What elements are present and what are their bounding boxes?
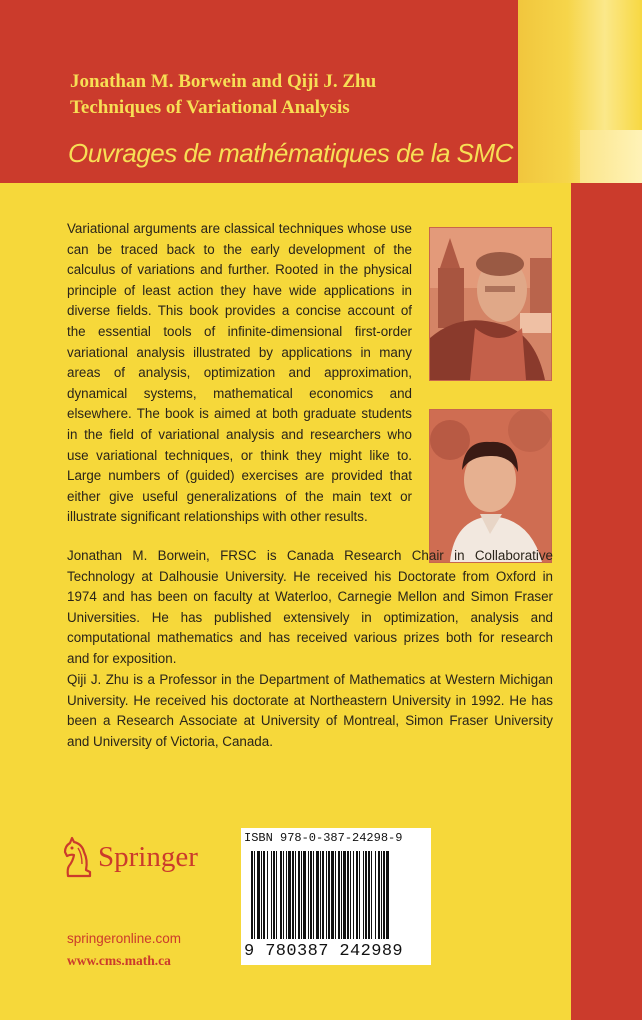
barcode-bar	[280, 851, 282, 939]
barcode-bar	[254, 851, 255, 939]
website-cms: www.cms.math.ca	[67, 953, 171, 968]
barcode-bar	[381, 851, 382, 939]
barcode-bar	[359, 851, 360, 939]
author-bio-borwein: Jonathan M. Borwein, FRSC is Canada Research Chair in Collaborative Technology at Dalhousie University. He received his Doctorate from Oxford in 1974 and has been on faculty at Waterloo, Carnegie Mellon and Simon Fraser Universities. He has published extensively in optimization, analysis and computational mathematics and has received various prizes both for research and for exposition.	[67, 548, 553, 666]
barcode-bar	[263, 851, 265, 939]
barcode-bar	[298, 851, 300, 939]
barcode-bar	[375, 851, 376, 939]
barcode-bar	[353, 851, 354, 939]
barcode-bar	[341, 851, 342, 939]
portrait-zhu-image	[430, 410, 551, 562]
barcode-bar	[286, 851, 287, 939]
springer-logo	[62, 836, 222, 886]
barcode-bars	[241, 849, 431, 941]
barcode-bar	[326, 851, 327, 939]
barcode-bar	[283, 851, 284, 939]
barcode-bar	[303, 851, 306, 939]
barcode-bar	[383, 851, 385, 939]
barcode-bar	[251, 851, 253, 939]
barcode-bar	[368, 851, 370, 939]
website-springer: springeronline.com	[67, 931, 182, 946]
barcode-bar	[316, 851, 319, 939]
barcode-bar	[386, 851, 389, 939]
barcode-bar	[288, 851, 291, 939]
barcode-digits: 9 780387 242989	[244, 942, 404, 961]
author-photo-borwein	[429, 227, 552, 381]
barcode-bar	[308, 851, 309, 939]
barcode-bar	[322, 851, 324, 939]
series-title: Ouvrages de mathématiques de la SMC	[68, 138, 513, 168]
barcode-bar	[276, 851, 277, 939]
barcode-bar	[301, 851, 302, 939]
portrait-borwein-image	[430, 228, 551, 380]
barcode-bar	[310, 851, 312, 939]
barcode-bar	[343, 851, 346, 939]
barcode-bar	[267, 851, 268, 939]
barcode-bar	[292, 851, 294, 939]
springer-knight-icon	[62, 836, 96, 880]
isbn-label: ISBN 978-0-387-24298-9	[244, 831, 403, 845]
barcode-bar	[347, 851, 349, 939]
author-photo-zhu	[429, 409, 552, 563]
barcode-bar	[313, 851, 314, 939]
barcode-bar	[261, 851, 262, 939]
barcode-bar	[331, 851, 334, 939]
barcode-bar	[335, 851, 336, 939]
barcode-bar	[320, 851, 321, 939]
barcode-bar	[271, 851, 272, 939]
barcode-bar	[257, 851, 260, 939]
barcode-bar	[350, 851, 351, 939]
author-bio-zhu: Qiji J. Zhu is a Professor in the Department of Mathematics at Western Michigan University. He received his doctorate at Northeastern University in 1992. He has been a Research Associate at University of Montreal, Simon Fraser University and University of Victoria, Canada.	[67, 672, 553, 749]
author-names: Jonathan M. Borwein and Qiji J. Zhu	[70, 71, 377, 92]
corner-color-block	[518, 0, 642, 183]
book-title: Techniques of Variational Analysis	[70, 97, 350, 118]
book-description: Variational arguments are classical techniques whose use can be traced back to the early development of the calculus of variations and further. Rooted in the physical principle of least action they have wide applications in diverse fields. This book provides a concise account of the essential tools of infinite-dimensional first-order variational analysis illustrated by applications in many areas of analysis, optimization and approximation, dynamical systems, mathematical economics and elsewhere. The book is aimed at both graduate students in the field of variational analysis and researchers who use variational techniques, or think they might like to. Large numbers of (guided) exercises are provided that either give useful generalizations of the main text or illustrate significant relationships with other results.	[67, 221, 412, 525]
springer-wordmark: Springer	[98, 841, 198, 873]
barcode-bar	[295, 851, 296, 939]
barcode-bar	[371, 851, 372, 939]
corner-highlight	[580, 130, 642, 183]
barcode-bar	[338, 851, 340, 939]
isbn-barcode	[241, 828, 431, 965]
barcode-bar	[363, 851, 364, 939]
barcode-bar	[365, 851, 367, 939]
barcode-bar	[328, 851, 330, 939]
barcode-bar	[378, 851, 380, 939]
barcode-bar	[273, 851, 275, 939]
barcode-bar	[356, 851, 358, 939]
